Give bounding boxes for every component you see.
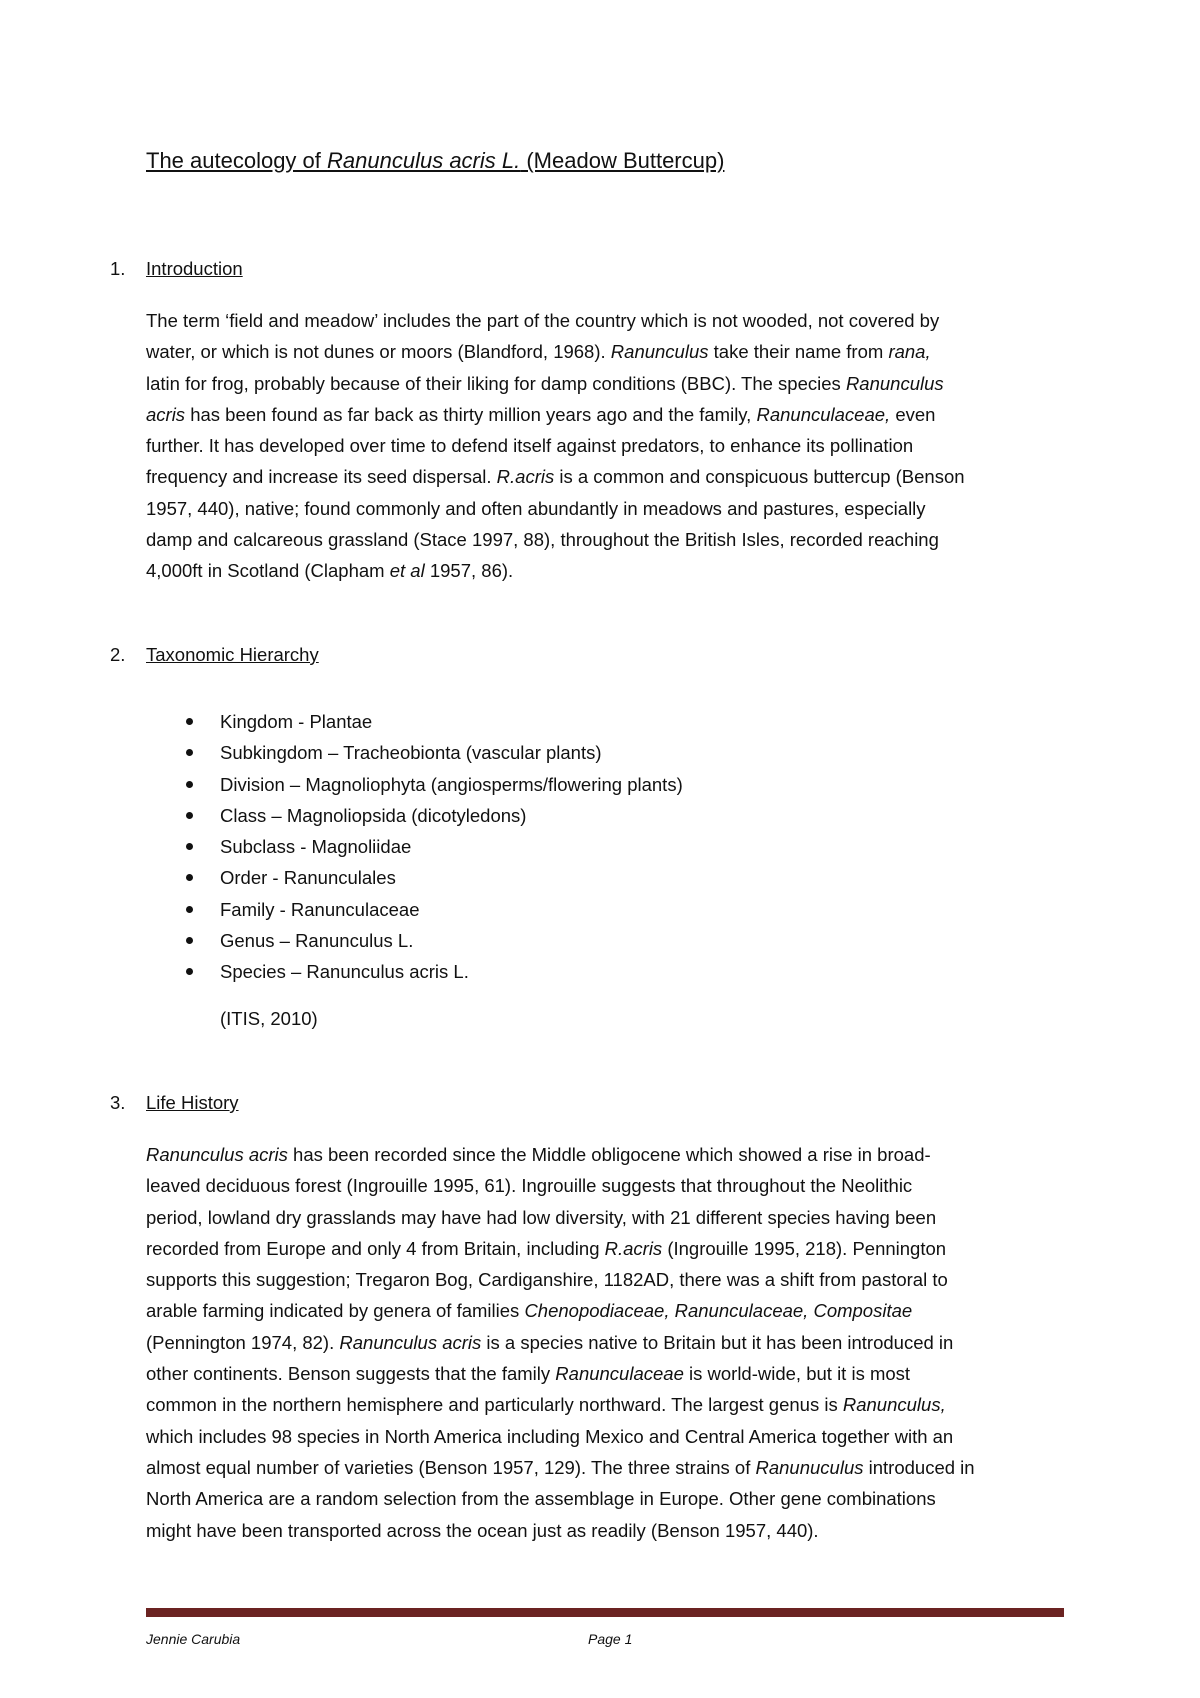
list-item [186,800,683,831]
paragraph-line: 4,000ft in Scotland (Clapham et al 1957, 86). [146,560,514,582]
paragraph-line: acris has been found as far back as thirty million years ago and the family, Ranunculaceae, even [146,403,936,425]
bullet-icon [186,874,193,881]
life-history-paragraph [146,1139,1071,1546]
title-prefix: The autecology of [146,148,328,173]
title-italic: Ranunculus acris L. [327,148,521,173]
bullet-icon [186,937,193,944]
list-item-text: Family - Ranunculaceae [220,898,420,920]
paragraph-line: almost equal number of varieties (Benson 1957, 129). The three strains of Ranunuculus introduced in [146,1456,975,1478]
list-item [186,862,683,893]
italic-term: R.acris [496,466,555,488]
list-item [186,706,683,737]
section-number: 2. [110,644,126,665]
document-title [146,148,724,174]
section-heading-introduction [110,258,243,280]
section-title: Taxonomic Hierarchy [146,644,319,665]
italic-term: Ranunuculus [755,1456,864,1478]
footer-rule [146,1608,1064,1617]
italic-term: Ranunculus acris [146,1144,288,1165]
paragraph-line: Ranunculus acris has been recorded since the Middle obligocene which showed a rise in broad- [146,1144,931,1165]
title-suffix: (Meadow Buttercup) [520,148,725,173]
paragraph-line: common in the northern hemisphere and particularly northward. The largest genus is Ranunculus, [146,1394,946,1416]
section-title: Life History [146,1092,239,1113]
list-item-text: Genus – Ranunculus L. [220,930,414,952]
paragraph-line: other continents. Benson suggests that the family Ranunculaceae is world-wide, but it is most [146,1363,911,1385]
list-item [186,769,683,800]
bullet-icon [186,749,193,756]
list-item [186,831,683,862]
italic-term: et al [389,560,425,582]
paragraph-line: (Pennington 1974, 82). Ranunculus acris is a species native to Britain but it has been introduced in [146,1331,954,1353]
italic-term: acris [146,403,186,425]
paragraph-line: The term ‘field and meadow’ includes the part of the country which is not wooded, not covered by [146,310,940,331]
section-heading-taxonomy [110,644,319,666]
italic-term: Ranunculaceae [555,1363,684,1385]
section-heading-life-history [110,1092,239,1114]
bullet-icon [186,718,193,725]
paragraph-line: 1957, 440), native; found commonly and often abundantly in meadows and pastures, especially [146,497,926,519]
footer-page-number: Page 1 [588,1631,633,1647]
bullet-icon [186,781,193,788]
italic-term: Chenopodiaceae, Ranunculaceae, Compositae [524,1300,913,1322]
paragraph-line: North America are a random selection from the assemblage in Europe. Other gene combinations [146,1488,936,1510]
section-number: 1. [110,258,126,279]
taxonomy-list [186,706,683,988]
list-item-text: Class – Magnoliopsida (dicotyledons) [220,804,527,826]
italic-term: R.acris [604,1237,663,1259]
bullet-icon [186,906,193,913]
list-item [186,894,683,925]
list-item-text: Subkingdom – Tracheobionta (vascular plants) [220,742,602,764]
italic-term: Ranunculus [610,341,709,363]
paragraph-line: leaved deciduous forest (Ingrouille 1995, 61). Ingrouille suggests that throughout the Neolithic [146,1175,913,1197]
list-item [186,956,683,987]
italic-term: Ranunculaceae, [756,403,891,425]
taxonomy-citation: (ITIS, 2010) [220,1008,318,1029]
italic-term: Ranunculus [845,372,944,394]
introduction-paragraph [146,305,1071,587]
bullet-icon [186,968,193,975]
italic-term: Ranunculus, [842,1394,946,1416]
section-title: Introduction [146,258,243,279]
italic-term: Ranunculus acris [339,1331,482,1353]
paragraph-line: latin for frog, probably because of their liking for damp conditions (BBC). The species Ranunculus [146,372,944,394]
italic-term: rana, [888,341,931,363]
paragraph-line: supports this suggestion; Tregaron Bog, Cardiganshire, 1182AD, there was a shift from pastoral to [146,1269,948,1291]
bullet-icon [186,812,193,819]
list-item-text: Subclass - Magnoliidae [220,836,412,858]
paragraph-line: water, or which is not dunes or moors (Blandford, 1968). Ranunculus take their name from rana, [146,341,931,363]
list-item-text: Kingdom - Plantae [220,711,373,732]
paragraph-line: recorded from Europe and only 4 from Britain, including R.acris (Ingrouille 1995, 218). Pennington [146,1237,947,1259]
paragraph-line: period, lowland dry grasslands may have had low diversity, with 21 different species having been [146,1206,937,1228]
list-item-text: Species – Ranunculus acris L. [220,961,469,983]
paragraph-line: arable farming indicated by genera of families Chenopodiaceae, Ranunculaceae, Compositae [146,1300,913,1322]
bullet-icon [186,843,193,850]
footer-author: Jennie Carubia [146,1631,241,1647]
paragraph-line: might have been transported across the ocean just as readily (Benson 1957, 440). [146,1519,819,1541]
list-item [186,925,683,956]
list-item-text: Division – Magnoliophyta (angiosperms/flowering plants) [220,773,683,795]
list-item-text: Order - Ranunculales [220,867,396,889]
paragraph-line: damp and calcareous grassland (Stace 1997, 88), throughout the British Isles, recorded reaching [146,529,939,551]
list-item [186,737,683,768]
paragraph-line: frequency and increase its seed dispersal. R.acris is a common and conspicuous buttercup (Benson [146,466,965,488]
section-number: 3. [110,1092,126,1113]
paragraph-line: which includes 98 species in North America including Mexico and Central America together with an [146,1425,954,1447]
paragraph-line: further. It has developed over time to defend itself against predators, to enhance its pollination [146,435,914,457]
